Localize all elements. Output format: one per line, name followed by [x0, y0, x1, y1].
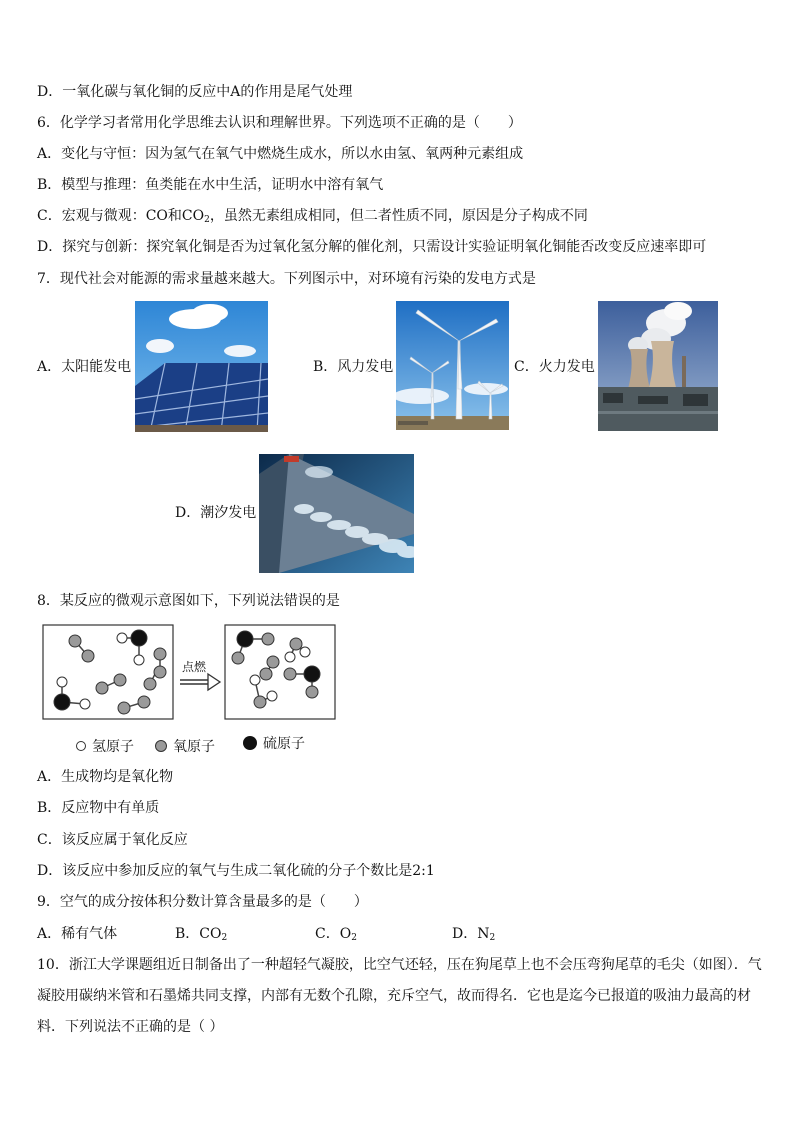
thermal-power-plant-image: [598, 301, 718, 431]
q6-option-c: C．宏观与微观：CO和$CO_2$，虽然无素组成相同，但二者性质不同，原因是分子构成不同: [37, 208, 588, 225]
oxygen-atom-icon: [155, 740, 167, 752]
q8-option-c: C．该反应属于氧化反应: [37, 832, 188, 848]
q6-option-a: A．变化与守恒：因为氢气在氧气中燃烧生成水，所以水由氢、氧两种元素组成: [37, 146, 524, 162]
hydrogen-atom-icon: [76, 741, 86, 751]
legend-sulfur-label: 硫原子: [263, 736, 305, 752]
option-d-previous: D．一氧化碳与氧化铜的反应中A的作用是尾气处理: [37, 84, 353, 100]
legend-sulfur: [243, 733, 305, 753]
question-10-line-3: 料．下列说法不正确的是（ ）: [37, 1019, 224, 1035]
q7-option-d-label: D．潮汐发电: [175, 505, 257, 521]
q9-option-d: D．$N_2$: [452, 926, 496, 943]
wind-turbine-image: [396, 301, 509, 430]
question-10-line-1: 10．浙江大学课题组近日制备出了一种超轻气凝胶，比空气还轻，压在狗尾草上也不会压弯狗尾草的毛尖（如图）．气: [37, 957, 762, 973]
q8-option-a: A．生成物均是氧化物: [37, 769, 174, 785]
tidal-power-image: [259, 454, 414, 573]
question-9: 9．空气的成分按体积分数计算含量最多的是（ ）: [37, 894, 368, 910]
q9-option-b: B．$CO_2$: [175, 926, 228, 943]
sulfur-atom-icon: [243, 736, 257, 750]
q7-option-a-label: A．太阳能发电: [37, 359, 132, 375]
q7-option-b-label: B．风力发电: [313, 359, 394, 375]
question-6: 6．化学学习者常用化学思维去认识和理解世界。下列选项不正确的是（ ）: [37, 115, 522, 131]
q9-option-a: A．稀有气体: [37, 926, 118, 942]
question-10-line-2: 凝胶用碳纳米管和石墨烯共同支撑，内部有无数个孔隙，充斥空气，故而得名．它也是迄今已报道的吸油力最高的材: [37, 988, 751, 1004]
q8-option-b: B．反应物中有单质: [37, 800, 160, 816]
q9-option-c: C．$O_2$: [315, 926, 357, 943]
solar-panel-image: [135, 301, 268, 432]
legend-hydrogen: [76, 736, 134, 756]
q7-option-c-label: C．火力发电: [514, 359, 595, 375]
legend-hydrogen-label: 氢原子: [92, 739, 134, 755]
legend-oxygen-label: 氧原子: [173, 739, 215, 755]
question-7: 7．现代社会对能源的需求量越来越大。下列图示中，对环境有污染的发电方式是: [37, 271, 536, 287]
legend-oxygen: [155, 736, 215, 756]
ignite-label: 点燃: [182, 660, 207, 674]
q6-option-d: D．探究与创新：探究氧化铜是否为过氧化氢分解的催化剂，只需设计实验证明氧化铜能否改变反应速率即可: [37, 239, 707, 255]
q6-option-b: B．模型与推理：鱼类能在水中生活，证明水中溶有氧气: [37, 177, 384, 193]
q8-option-d: D．该反应中参加反应的氧气与生成二氧化硫的分子个数比是2:1: [37, 863, 435, 879]
question-8: 8．某反应的微观示意图如下，下列说法错误的是: [37, 593, 340, 609]
